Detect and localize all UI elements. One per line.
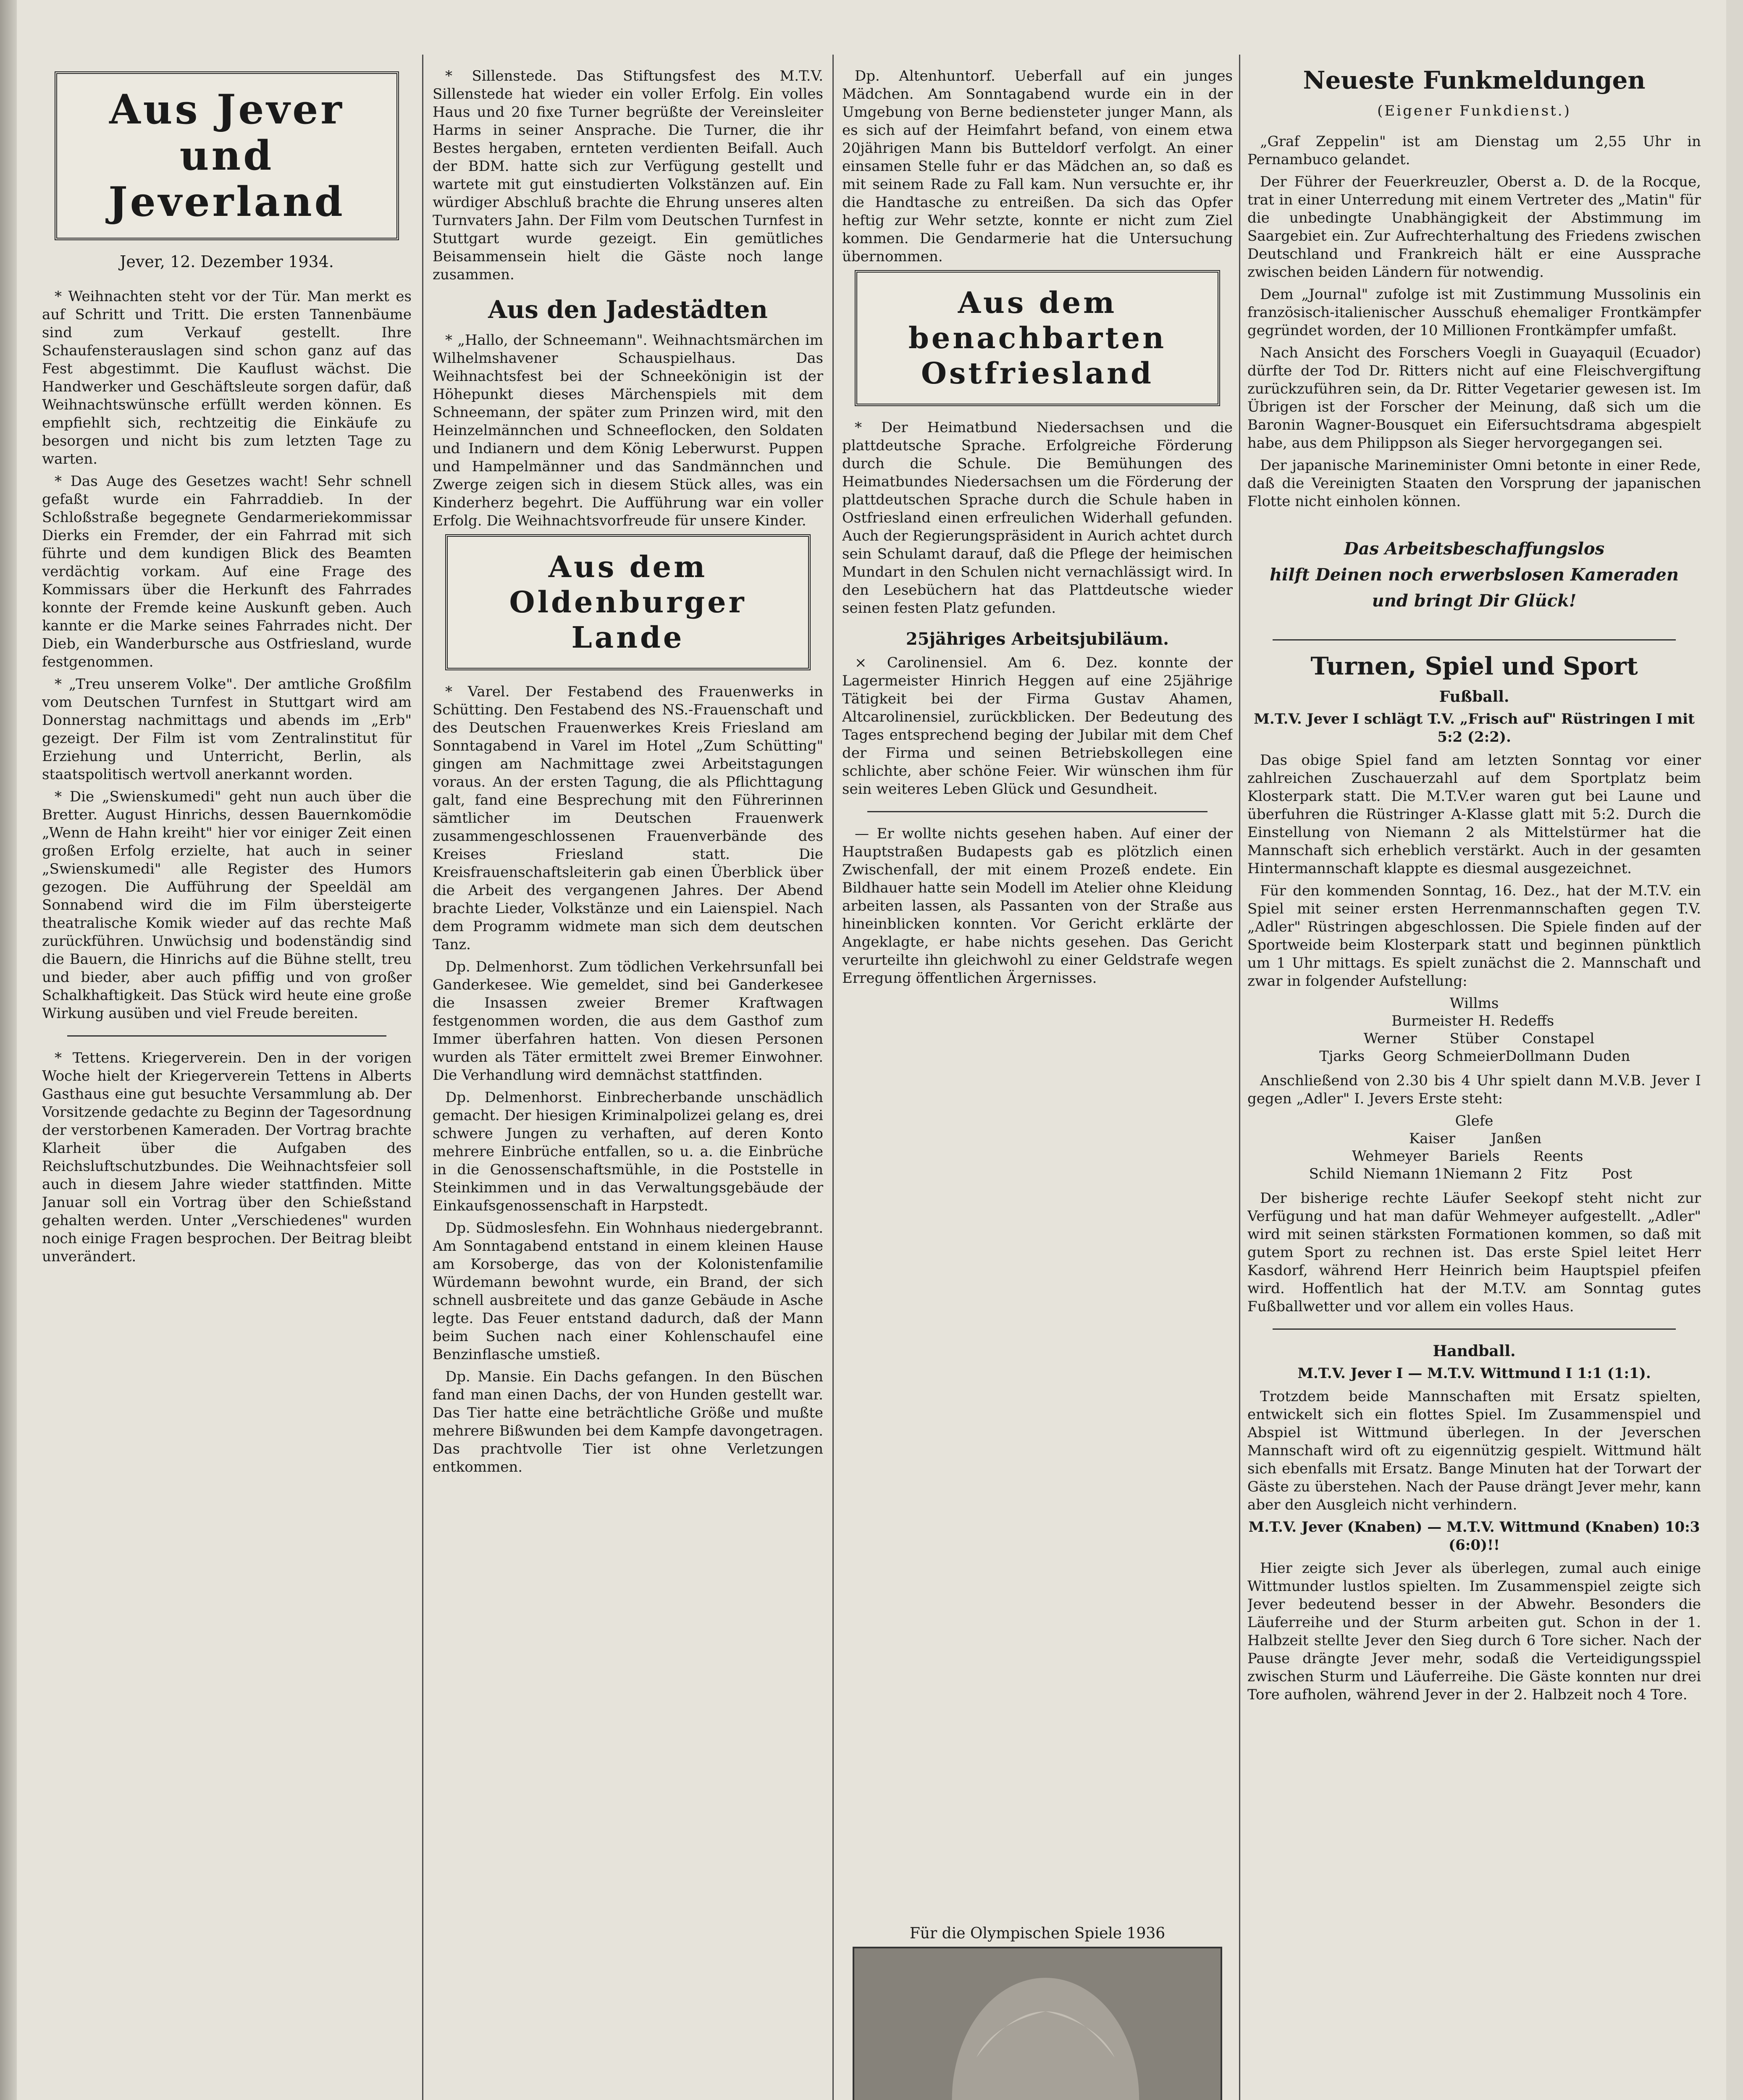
article-paragraph: × Carolinensiel. Am 6. Dez. konnte der Lagermeister Hinrich Heggen auf eine 25jährige Tätigkeit bei der Firma Gustav Ahamen, Altcarolinensiel, zurückblicken. Der Bedeutung des Tages entsprechend beging der Jubilar mit dem Chef der Firma und seinen Betriebskollegen eine schlichte, aber schöne Feier. Wir wünschen ihm für sein weiteres Leben Glück und Gesundheit. <box>842 654 1233 798</box>
appeal-line: und bringt Dir Glück! <box>1372 591 1577 611</box>
column-rule <box>832 55 834 2100</box>
article-paragraph: Hier zeigte sich Jever als überlegen, zumal auch einige Wittmunder lustlos spielten. Im Zusammenspiel zeigte sich Jever bedeutend besser in der Abwehr. Besonders die Läuferreihe und der Sturm arbeiten gut. Schon in der 1. Halbzeit stellte Jever den Sieg durch 6 Tore sicher. Nach der Pause drängte Jever mehr, sodaß die Verteidigungsspiel zwischen Sturm und Läuferreihe. Die Gäste konnten nur drei Tore aufholen, während Jever in der 2. Halbzeit noch 4 Tore. <box>1247 1560 1701 1703</box>
column-1 <box>42 67 412 2100</box>
plaque-illustration <box>854 1948 1221 2100</box>
divider <box>867 811 1208 812</box>
section-title-ostfriesland <box>855 270 1220 406</box>
article-paragraph: „Graf Zeppelin" ist am Dienstag um 2,55 Uhr in Pernambuco gelandet. <box>1247 133 1701 168</box>
team-lineup-1st <box>1247 1112 1701 1183</box>
article-paragraph: * Tettens. Kriegerverein. Den in der vorigen Woche hielt der Kriegerverein Tettens in Alberts Gasthaus eine gut besuchte Versammlung ab. Der Vorsitzende gedachte zu Beginn der Tagesordnung der verstorbenen Kameraden. Der Vortrag brachte Klarheit über die Aufgaben des Reichsluftschutzbundes. Die Weihnachtsfeier soll auch in diesem Jahre wieder stattfinden. Mitte Januar soll ein Vortrag über den Schießstand gehalten werden. Unter „Verschiedenes" wurden noch einige Fragen besprochen. Der Beitrag bleibt unverändert. <box>42 1050 412 1265</box>
section-title-jever <box>55 71 399 240</box>
article-paragraph: Das obige Spiel fand am letzten Sonntag vor einer zahlreichen Zuschauerzahl auf dem Sportplatz beim Klosterpark statt. Die M.T.V.er waren gut bei Laune und überfuhren die Rüstringer A-Klasse glatt mit 5:2. Durch die Einstellung von Niemann 2 als Mittelstürmer hat die Mannschaft sich erheblich verstärkt. Auch in der gesamten Hintermannschaft klappte es diesmal ausgezeichnet. <box>1247 752 1701 877</box>
section-heading-jadestaedte: Aus den Jadestädten <box>488 295 768 324</box>
article-paragraph: * „Treu unserem Volke". Der amtliche Großfilm vom Deutschen Turnfest in Stuttgart wird am Donnerstag nachmittags und abends im „Erb" gezeigt. Der Film ist vom Zentralinstitut für Erziehung und Unterricht, Berlin, als staatspolitisch wertvoll anerkannt worden. <box>42 676 412 783</box>
poster-caption: Für die Olympischen Spiele 1936 <box>909 1925 1166 1942</box>
lineup-row: Schild Niemann 1Niemann 2 Fitz Post <box>1309 1166 1633 1182</box>
article-paragraph: Trotzdem beide Mannschaften mit Ersatz spielten, entwickelt sich ein flottes Spiel. Im Zusammenspiel und Abspiel ist Wittmund überlegen. In der Jeverschen Mannschaft wird oft zu eigennützig gespielt. Wittmund hält sich ebenfalls mit Ersatz. Bange Minuten hat der Torwart der Gäste zu überstehen. Nach der Pause drängt Jever mehr, kann aber den Ausgleich nicht verhindern. <box>1247 1388 1701 1513</box>
section-title-oldenburg <box>445 534 811 670</box>
section-title-line: Aus dem Oldenburger <box>509 549 747 620</box>
article-paragraph: Anschließend von 2.30 bis 4 Uhr spielt dann M.V.B. Jever I gegen „Adler" I. Jevers Erste steht: <box>1247 1072 1701 1107</box>
dateline: Jever, 12. Dezember 1934. <box>120 252 334 271</box>
lineup-row: Glefe <box>1455 1113 1494 1129</box>
article-paragraph: * Weihnachten steht vor der Tür. Man merkt es auf Schritt und Tritt. Die ersten Tannenbäume sind zum Verkauf gestellt. Ihre Schaufensterauslagen sind schon ganz auf das Fest abgestimmt. Die Kauflust wächst. Die Handwerker und Geschäftsleute sorgen dafür, daß Weihnachtswünsche erfüllt werden können. Es empfiehlt sich, rechtzeitig die Einkäufe zu besorgen und nicht bis zum letzten Tage zu warten. <box>42 288 412 467</box>
lottery-appeal <box>1247 536 1701 614</box>
subheading-handball: Handball. <box>1433 1342 1516 1360</box>
article-paragraph: — Er wollte nichts gesehen haben. Auf einer der Hauptstraßen Budapests gab es plötzlich einen Zwischenfall, der mit einem Prozeß endete. Ein Bildhauer hatte sein Modell im Atelier ohne Kleidung arbeiten lassen, als Passanten von der Straße aus hineinblicken konnten. Vor Gericht erklärte der Angeklagte, er habe nichts gesehen. Das Gericht verurteilte ihn gleichwohl zu einer Geldstrafe wegen Erregung öffentlichen Ärgernisses. <box>842 825 1233 987</box>
section-title-line: Aus dem benachbarten <box>908 285 1167 355</box>
article-paragraph: Für den kommenden Sonntag, 16. Dez., hat der M.T.V. ein Spiel mit seiner ersten Herrenmannschaften gegen T.V. „Adler" Rüstringen abgeschlossen. Die Spiele finden auf der Sportweide beim Klosterpark statt und beginnen pünktlich um 1 Uhr mittags. Es spielt zunächst die 2. Mannschaft und zwar in folgender Aufstellung: <box>1247 882 1701 990</box>
article-paragraph: * Sillenstede. Das Stiftungsfest des M.T.V. Sillenstede hat wieder ein voller Erfolg. Ein volles Haus und 20 fixe Turner begrüßte der Vereinsleiter Harms in seiner Ansprache. Die Turner, die ihr Bestes hergaben, ernteten verdienten Beifall. Auch der BDM. hatte sich zur Verfügung gestellt und wartete mit gut einstudierten Volkstänzen auf. Ein würdiger Abschluß brachte die Ehrung unseres alten Turnvaters Jahn. Der Film vom Deutschen Turnfest in Stuttgart wurde gezeigt. Ein gemütliches Beisammensein hielt die Gäste noch lange zusammen. <box>433 68 823 283</box>
column-rule <box>1239 55 1240 2100</box>
article-paragraph: Der bisherige rechte Läufer Seekopf steht nicht zur Verfügung und hat man dafür Wehmeyer aufgestellt. „Adler" wird mit seinen stärksten Formationen kommen, so daß mit gutem Sport zu rechnen ist. Das erste Spiel leitet Herr Kasdorf, während Herr Heinrich beim Hauptspiel pfeifen wird. Hoffentlich hat der M.T.V. am Sonntag gutes Fußballwetter und vor allem ein volles Haus. <box>1247 1190 1701 1315</box>
section-title-line: Ostfriesland <box>921 356 1154 391</box>
divider <box>67 1035 386 1037</box>
team-lineup-2nd <box>1247 995 1701 1065</box>
match-result: M.T.V. Jever I — M.T.V. Wittmund I 1:1 (1:1). <box>1297 1365 1651 1382</box>
lineup-row: Wehmeyer Bariels Reents <box>1352 1148 1583 1165</box>
article-paragraph: Dp. Südmoslesfehn. Ein Wohnhaus niedergebrannt. Am Sonntagabend entstand in einem kleinen Hause am Korsoberge, das von der Kolonistenfamilie Würdemann bewohnt wurde, ein Brand, der sich schnell ausbreitete und das ganze Gebäude in Asche legte. Das Feuer entstand dadurch, daß der Mann beim Suchen nach einer Kohlenschaufel eine Benzinflasche umstieß. <box>433 1220 823 1363</box>
divider <box>1273 1328 1676 1330</box>
article-paragraph: Dp. Delmenhorst. Zum tödlichen Verkehrsunfall bei Ganderkesee. Wie gemeldet, sind bei Ganderkesee die Insassen zweier Bremer Kraftwagen festgenommen worden, die aus dem Gasthof zum Immer überfahren hatten. Von diesen Personen wurden als Täter ermittelt zwei Bremer Einwohner. Die Verhandlung wird demnächst stattfinden. <box>433 958 823 1084</box>
appeal-line: hilft Deinen noch erwerbslosen Kameraden <box>1270 565 1679 585</box>
article-paragraph: Der Führer der Feuerkreuzler, Oberst a. D. de la Rocque, trat in einer Unterredung mit einem Vertreter des „Matin" für die unbedingte Unabhängigkeit der Abstimmung im Saargebiet ein. Zur Aufrechterhaltung des Friedens zwischen Deutschland und Frankreich hält er eine Aussprache zwischen beiden Ländern für notwendig. <box>1247 173 1701 281</box>
article-paragraph: * Die „Swienskumedi" geht nun auch über die Bretter. August Hinrichs, dessen Bauernkomödie „Wenn de Hahn kreiht" hier vor einiger Zeit einen großen Erfolg erzielte, hat auch in seiner „Swienskumedi" alle Register des Humors gezogen. Die Aufführung der Speeldäl am Sonnabend wird die im Film übersteigerte theatralische Komik wieder auf das rechte Maß zurückführen. Unwüchsig und bodenständig sind die Bauern, die Hinrichs auf die Bühne stellt, treu und bieder, aber auch pfiffig und von großer Schalkhaftigkeit. Das Stück wird heute eine große Wirkung ausüben und viel Freude bereiten. <box>42 788 412 1022</box>
section-subheading-funk: (Eigener Funkdienst.) <box>1377 102 1571 119</box>
match-result: M.T.V. Jever (Knaben) — M.T.V. Wittmund (Knaben) 10:3 (6:0)!! <box>1248 1519 1700 1554</box>
section-title-line: Lande <box>571 620 685 655</box>
lineup-row: Burmeister H. Redeffs <box>1391 1013 1554 1029</box>
olympia-block <box>844 1916 1231 2100</box>
match-result: M.T.V. Jever I schlägt T.V. „Frisch auf" Rüstringen I mit 5:2 (2:2). <box>1254 711 1695 746</box>
article-paragraph: * „Hallo, der Schneemann". Weihnachtsmärchen im Wilhelmshavener Schauspielhaus. Das Weihnachtsfest bei der Schneekönigin ist der Höhepunkt dieses Märchenspiels mit dem Schneemann, der später zum Prinzen wird, mit den Heinzelmännchen und Schneeflocken, den Soldaten und Indianern und dem König Leberwurst. Puppen und Hampelmänner und das Sandmännchen und Zwerge zeigen sich in diesem Stück alles, was ein Kinderherz begehrt. Die Aufführung war ein voller Erfolg. Die Weihnachtsvorfreude für unsere Kinder. <box>433 332 823 529</box>
subheading-fussball: Fußball. <box>1439 688 1509 706</box>
page-left-edge <box>0 0 17 2100</box>
article-paragraph: Der japanische Marineminister Omni betonte in einer Rede, daß die Vereinigten Staaten den Vorsprung der japanischen Flotte nicht einholen können. <box>1247 457 1701 510</box>
section-heading-sport: Turnen, Spiel und Sport <box>1310 652 1638 680</box>
article-paragraph: Dem „Journal" zufolge ist mit Zustimmung Mussolinis ein französisch-italienischer Ausschuß ehemaliger Frontkämpfer gegründet worden, der 10 Millionen Frontkämpfer umfaßt. <box>1247 286 1701 339</box>
newspaper-page <box>17 0 1726 2100</box>
lineup-row: Willms <box>1449 995 1499 1012</box>
lineup-row: Tjarks Georg SchmeierDollmann Duden <box>1319 1048 1630 1065</box>
column-rule <box>422 55 423 2100</box>
appeal-line: Das Arbeitsbeschaffungslos <box>1344 539 1605 559</box>
article-paragraph: Dp. Altenhuntorf. Ueberfall auf ein junges Mädchen. Am Sonntagabend wurde ein in der Umgebung von Berne bediensteter junger Mann, als es sich auf der Heimfahrt befand, von einem etwa 20jährigen Mann bis Butteldorf verfolgt. An einer einsamen Stelle fuhr er das Mädchen an, so daß es mit seinem Rade zu Fall kam. Nun versuchte er, ihr die Handtasche zu entreißen. Da sich das Opfer heftig zur Wehr setzte, konnte er nicht zum Ziel kommen. Die Gendarmerie hat die Untersuchung übernommen. <box>842 68 1233 265</box>
lineup-row: Kaiser Janßen <box>1409 1130 1542 1147</box>
subheading-jubilaeum: 25jähriges Arbeitsjubiläum. <box>906 629 1169 649</box>
column-4 <box>1247 67 1701 2100</box>
article-paragraph: Dp. Delmenhorst. Einbrecherbande unschädlich gemacht. Der hiesigen Kriminalpolizei gelang es, drei schwere Jungen zu verhaften, auf deren Konto mehrere Einbrüche entfallen, so u. a. die Einbrüche in die Genossenschaftsmühle, in die Poststelle in Steinkimmen und in das Verwaltungsgebäude der Einkaufsgenossenschaft in Harpstedt. <box>433 1089 823 1214</box>
lineup-row: Werner Stüber Constapel <box>1363 1030 1595 1047</box>
olympia-plaque-image <box>853 1947 1222 2100</box>
column-3 <box>842 67 1233 1839</box>
article-paragraph: Dp. Mansie. Ein Dachs gefangen. In den Büschen fand man einen Dachs, der von Hunden gestellt war. Das Tier hatte eine beträchtliche Größe und mußte mehrere Bißwunden bei dem Kampfe davongetragen. Das prachtvolle Tier ist ohne Verletzungen entkommen. <box>433 1368 823 1475</box>
article-paragraph: Nach Ansicht des Forschers Voegli in Guayaquil (Ecuador) dürfte der Tod Dr. Ritters nicht auf eine Fleischvergiftung zurückzuführen sein, da Dr. Ritter Vegetarier gewesen ist. Im Übrigen ist der Forscher der Meinung, daß sich um die Baronin Wagner-Bousquet ein Eifersuchtsdrama abgespielt habe, aus dem Philippson als Sieger hervorgegangen sei. <box>1247 344 1701 452</box>
section-title-line: Aus Jever <box>109 86 344 133</box>
article-paragraph: * Das Auge des Gesetzes wacht! Sehr schnell gefaßt wurde ein Fahrraddieb. In der Schloßstraße begegnete Gendarmeriekommissar Dierks ein Fremder, der ein Fahrrad mit sich führte und dem kundigen Blick des Beamten verdächtig vorkam. Auf eine Frage des Kommissars über die Herkunft des Fahrrades konnte der Fremde keine Auskunft geben. Auch kannte er die Marke seines Fahrrades nicht. Der Dieb, ein Wanderbursche aus Ostfriesland, wurde festgenommen. <box>42 473 412 670</box>
divider <box>1273 639 1676 640</box>
section-title-line: und Jeverland <box>108 132 345 226</box>
column-2 <box>433 67 823 2100</box>
article-paragraph: * Der Heimatbund Niedersachsen und die plattdeutsche Sprache. Erfolgreiche Förderung durch die Schule. Die Bemühungen des Heimatbundes Niedersachsen um die Förderung der plattdeutschen Sprache durch die Schule haben in Ostfriesland einen erfreulichen Widerhall gefunden. Auch der Regierungspräsident in Aurich achtet durch sein Schulamt darauf, daß die Pflege der heimischen Mundart in den Schulen nicht vernachlässigt wird. In den Lesebüchern hat das Plattdeutsche wieder seinen festen Platz gefunden. <box>842 419 1233 617</box>
section-heading-funk: Neueste Funkmeldungen <box>1303 67 1646 94</box>
article-paragraph: * Varel. Der Festabend des Frauenwerks in Schütting. Den Festabend des NS.-Frauenschaft und des Deutschen Frauenwerkes Kreis Friesland am Sonntagabend in Varel im Hotel „Zum Schütting" gingen am Nachmittage zwei Arbeitstagungen voraus. An der ersten Tagung, die als Pflichttagung galt, fand eine Besprechung mit den Führerinnen sämtlicher im Deutschen Frauenwerk zusammengeschlossenen Frauenverbände des Kreises Friesland statt. Die Kreisfrauenschaftsleiterin gab einen Überblick über die Arbeit des vergangenen Jahres. Der Abend brachte Lieder, Volkstänze und ein Laienspiel. Nach dem Programm widmete man sich dem deutschen Tanz. <box>433 683 823 953</box>
